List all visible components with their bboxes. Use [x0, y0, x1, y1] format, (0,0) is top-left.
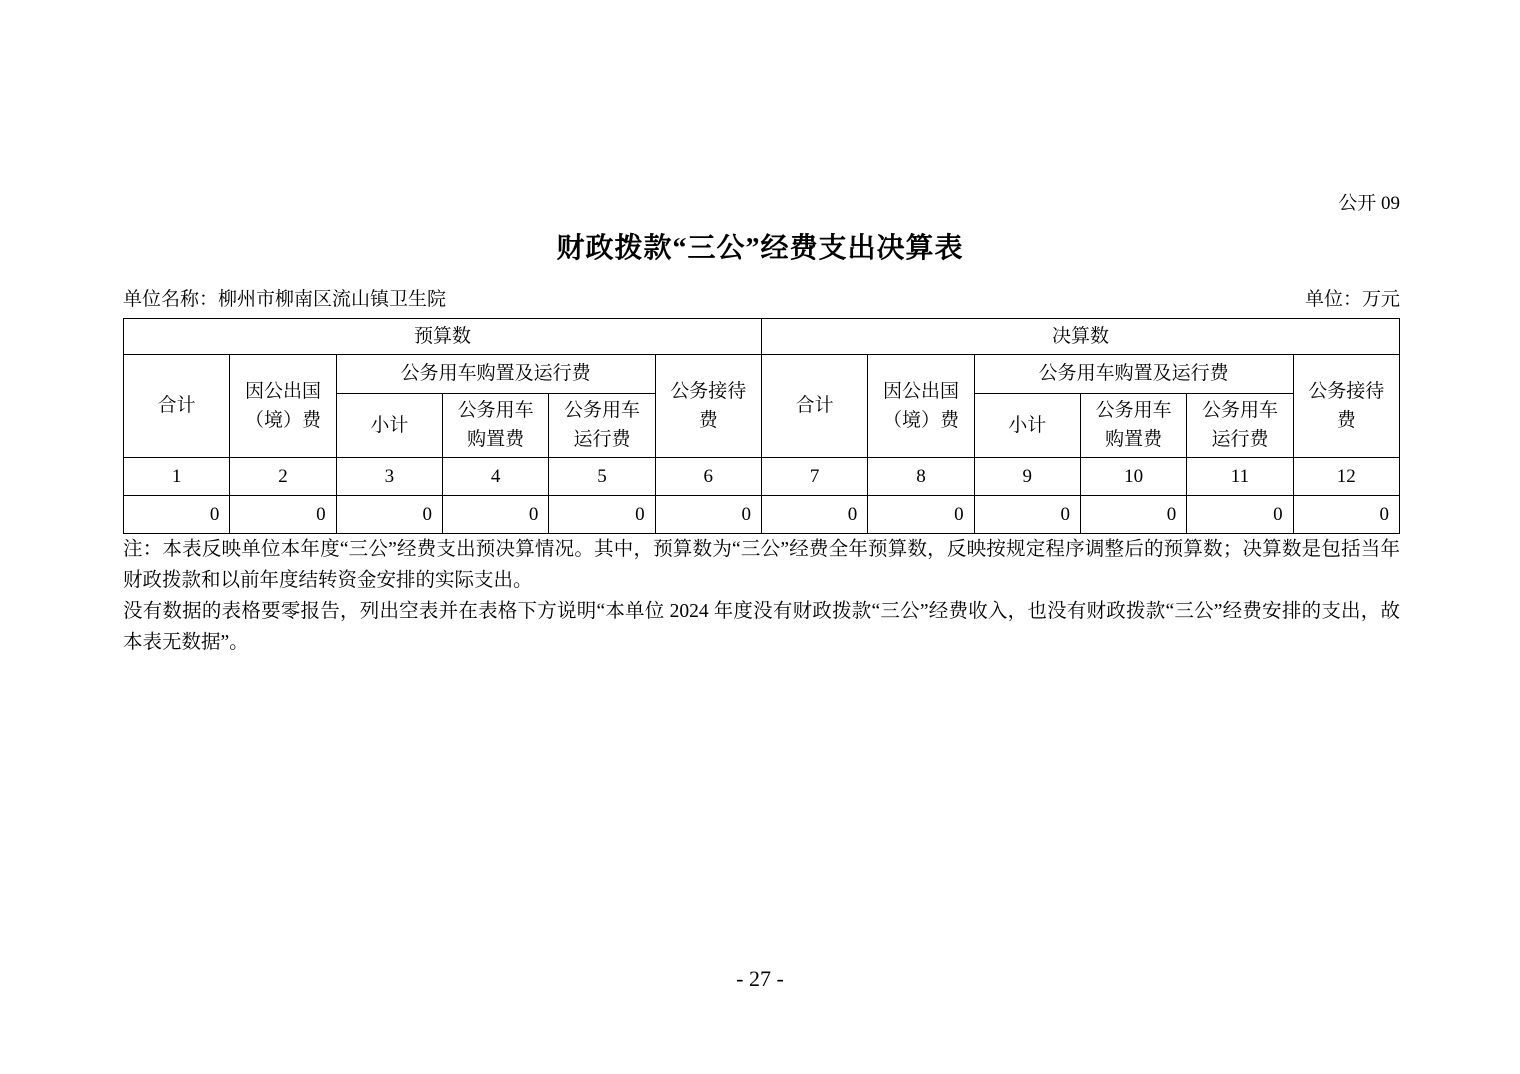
- header-vehicle-purchase-final: 公务用车购置费: [1080, 394, 1186, 458]
- column-number: 12: [1293, 457, 1399, 495]
- value-cell: 0: [442, 495, 548, 533]
- header-reception-final: 公务接待费: [1293, 355, 1399, 458]
- header-vehicle-subtotal-budget: 小计: [336, 394, 442, 458]
- table-group-row: [124, 319, 1400, 355]
- column-number: 7: [761, 457, 867, 495]
- value-cell: 0: [124, 495, 230, 533]
- column-number: 4: [442, 457, 548, 495]
- page-number: - 27 -: [736, 966, 784, 991]
- notes-section: [123, 534, 1400, 658]
- value-cell: 0: [761, 495, 867, 533]
- value-row: [124, 495, 1400, 533]
- header-vehicle-subtotal-final: 小计: [974, 394, 1080, 458]
- value-cell: 0: [974, 495, 1080, 533]
- column-number: 2: [230, 457, 336, 495]
- column-number: 6: [655, 457, 761, 495]
- value-cell: 0: [549, 495, 655, 533]
- header-total-final: 合计: [761, 355, 867, 458]
- note-paragraph-1: 注：本表反映单位本年度“三公”经费支出预决算情况。其中，预算数为“三公”经费全年预算数，反映按规定程序调整后的预算数；决算数是包括当年财政拨款和以前年度结转资金安排的实际支出。: [123, 539, 1400, 591]
- group-header-final: 决算数: [761, 319, 1399, 355]
- header-abroad-final: 因公出国（境）费: [868, 355, 974, 458]
- value-cell: 0: [655, 495, 761, 533]
- doc-code: 公开 09: [1338, 193, 1400, 214]
- column-number: 1: [124, 457, 230, 495]
- value-cell: 0: [1080, 495, 1186, 533]
- currency-unit-label: 单位：万元: [1304, 289, 1400, 310]
- table-header-row-upper: [124, 355, 1400, 394]
- column-number: 10: [1080, 457, 1186, 495]
- header-reception-budget: 公务接待费: [655, 355, 761, 458]
- column-number: 8: [868, 457, 974, 495]
- header-vehicle-group-final: 公务用车购置及运行费: [974, 355, 1293, 394]
- group-header-budget: 预算数: [124, 319, 762, 355]
- column-number: 11: [1187, 457, 1293, 495]
- unit-name-label: 单位名称：柳州市柳南区流山镇卫生院: [123, 289, 447, 310]
- value-cell: 0: [1293, 495, 1399, 533]
- column-number: 9: [974, 457, 1080, 495]
- header-abroad-budget: 因公出国（境）费: [230, 355, 336, 458]
- header-total-budget: 合计: [124, 355, 230, 458]
- column-number: 5: [549, 457, 655, 495]
- value-cell: 0: [230, 495, 336, 533]
- page-title: 财政拨款“三公”经费支出决算表: [556, 233, 964, 264]
- column-number-row: [124, 457, 1400, 495]
- expenditure-table: [123, 318, 1400, 534]
- meta-row: [123, 284, 1400, 311]
- column-number: 3: [336, 457, 442, 495]
- header-vehicle-operation-final: 公务用车运行费: [1187, 394, 1293, 458]
- header-vehicle-operation-budget: 公务用车运行费: [549, 394, 655, 458]
- value-cell: 0: [1187, 495, 1293, 533]
- header-vehicle-purchase-budget: 公务用车购置费: [442, 394, 548, 458]
- value-cell: 0: [868, 495, 974, 533]
- header-vehicle-group-budget: 公务用车购置及运行费: [336, 355, 655, 394]
- value-cell: 0: [336, 495, 442, 533]
- note-paragraph-2: 没有数据的表格要零报告，列出空表并在表格下方说明“本单位 2024 年度没有财政拨款“三公”经费收入，也没有财政拨款“三公”经费安排的支出，故本表无数据”。: [123, 601, 1400, 653]
